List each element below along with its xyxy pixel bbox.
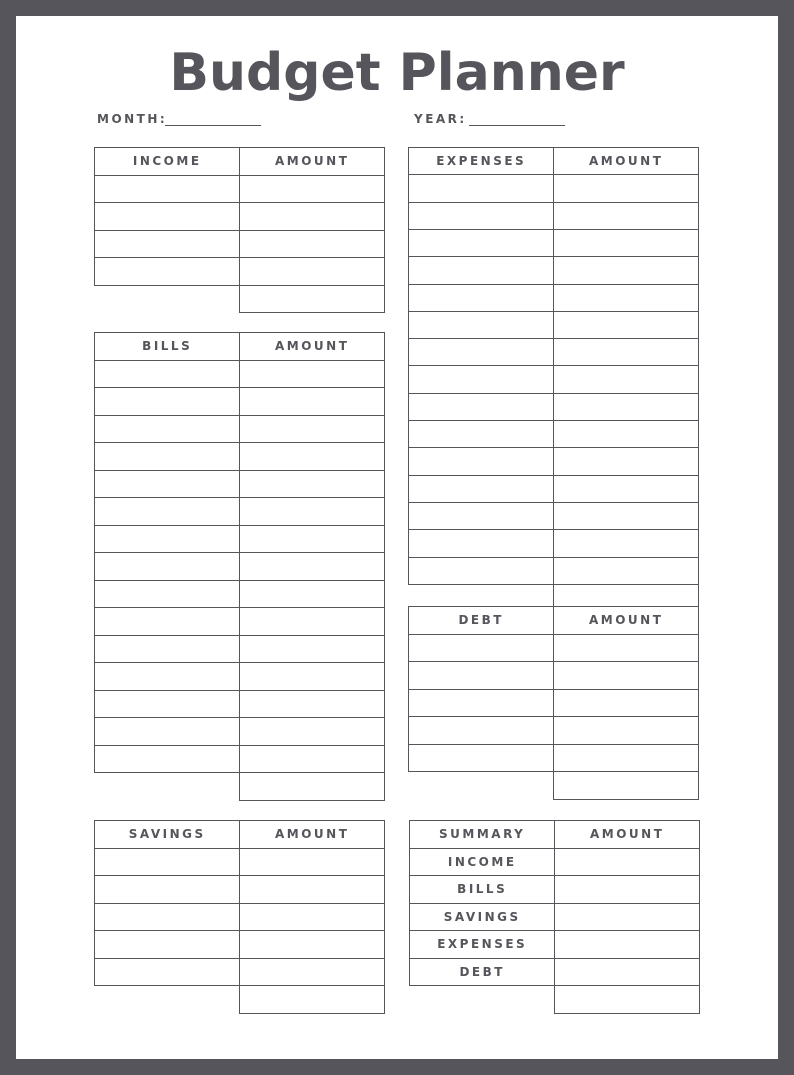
expenses-item-cell[interactable]: [408, 256, 554, 285]
expenses-amount-cell[interactable]: [553, 229, 699, 258]
month-field: [97, 110, 167, 128]
bills-item-cell[interactable]: [94, 360, 240, 389]
bills-amount-cell[interactable]: [239, 745, 385, 774]
summary-total-cell[interactable]: [554, 985, 700, 1014]
bills-item-cell[interactable]: [94, 717, 240, 746]
expenses-amount-cell[interactable]: [553, 311, 699, 340]
summary-row-label: [409, 903, 555, 932]
savings-amount-cell[interactable]: [239, 903, 385, 932]
expenses-item-cell[interactable]: [408, 311, 554, 340]
debt-header-label: [408, 606, 554, 635]
month-label: MONTH:: [97, 112, 168, 126]
summary-amount-header-text: AMOUNT: [589, 827, 665, 842]
bills-item-cell[interactable]: [94, 580, 240, 609]
bills-amount-cell[interactable]: [239, 525, 385, 554]
bills-amount-cell[interactable]: [239, 442, 385, 471]
bills-item-cell[interactable]: [94, 470, 240, 499]
expenses-item-cell[interactable]: [408, 475, 554, 504]
bills-item-cell[interactable]: [94, 415, 240, 444]
bills-item-cell[interactable]: [94, 662, 240, 691]
expenses-item-cell[interactable]: [408, 284, 554, 313]
income-amount-cell[interactable]: [239, 257, 385, 286]
savings-item-cell[interactable]: [94, 875, 240, 904]
bills-amount-cell[interactable]: [239, 717, 385, 746]
year-field: [414, 110, 467, 128]
debt-amount-cell[interactable]: [553, 689, 699, 718]
income-item-cell[interactable]: [94, 175, 240, 204]
summary-row-text: DEBT: [459, 964, 505, 979]
summary-amount-cell[interactable]: [554, 903, 700, 932]
savings-amount-cell[interactable]: [239, 958, 385, 987]
expenses-amount-cell[interactable]: [553, 420, 699, 449]
expenses-item-cell[interactable]: [408, 174, 554, 203]
debt-amount-cell[interactable]: [553, 744, 699, 773]
debt-header-text: DEBT: [458, 613, 504, 628]
summary-amount-cell[interactable]: [554, 875, 700, 904]
debt-item-cell[interactable]: [408, 716, 554, 745]
savings-header-label: [94, 820, 240, 849]
summary-header-text: SUMMARY: [439, 827, 526, 842]
savings-item-cell[interactable]: [94, 930, 240, 959]
income-item-cell[interactable]: [94, 230, 240, 259]
expenses-item-cell[interactable]: [408, 502, 554, 531]
savings-total-cell[interactable]: [239, 985, 385, 1014]
expenses-item-cell[interactable]: [408, 557, 554, 586]
page-title: Budget Planner: [169, 43, 625, 103]
expenses-item-cell[interactable]: [408, 529, 554, 558]
income-header-text: INCOME: [132, 154, 202, 169]
savings-amount-cell[interactable]: [239, 848, 385, 877]
bills-item-cell[interactable]: [94, 387, 240, 416]
expenses-header-text: EXPENSES: [436, 154, 527, 169]
bills-amount-cell[interactable]: [239, 607, 385, 636]
bills-amount-cell[interactable]: [239, 470, 385, 499]
expenses-amount-cell[interactable]: [553, 393, 699, 422]
bills-item-cell[interactable]: [94, 442, 240, 471]
bills-item-cell[interactable]: [94, 745, 240, 774]
summary-row-text: BILLS: [457, 882, 508, 897]
bills-item-cell[interactable]: [94, 607, 240, 636]
expenses-item-cell[interactable]: [408, 447, 554, 476]
expenses-amount-cell[interactable]: [553, 256, 699, 285]
expenses-item-cell[interactable]: [408, 229, 554, 258]
debt-total-cell[interactable]: [553, 771, 699, 800]
income-amount-cell[interactable]: [239, 230, 385, 259]
bills-amount-cell[interactable]: [239, 690, 385, 719]
bills-amount-cell[interactable]: [239, 497, 385, 526]
income-item-cell[interactable]: [94, 257, 240, 286]
bills-amount-cell[interactable]: [239, 552, 385, 581]
bills-header-label: [94, 332, 240, 361]
expenses-item-cell[interactable]: [408, 202, 554, 231]
bills-total-cell[interactable]: [239, 772, 385, 801]
bills-header-amount: [239, 332, 385, 361]
expenses-amount-cell[interactable]: [553, 557, 699, 586]
income-header-amount: [239, 147, 385, 176]
expenses-item-cell[interactable]: [408, 420, 554, 449]
summary-row-label: [409, 848, 555, 877]
savings-amount-cell[interactable]: [239, 930, 385, 959]
expenses-item-cell[interactable]: [408, 365, 554, 394]
expenses-amount-cell[interactable]: [553, 447, 699, 476]
savings-item-cell[interactable]: [94, 848, 240, 877]
debt-amount-header-text: AMOUNT: [588, 613, 664, 628]
debt-amount-cell[interactable]: [553, 716, 699, 745]
bills-item-cell[interactable]: [94, 690, 240, 719]
bills-item-cell[interactable]: [94, 525, 240, 554]
savings-amount-header-text: AMOUNT: [274, 827, 350, 842]
summary-row-text: SAVINGS: [443, 909, 521, 924]
expenses-amount-cell[interactable]: [553, 284, 699, 313]
savings-amount-cell[interactable]: [239, 875, 385, 904]
bills-item-cell[interactable]: [94, 552, 240, 581]
summary-row-label: [409, 958, 555, 987]
savings-item-cell[interactable]: [94, 903, 240, 932]
savings-header-amount: [239, 820, 385, 849]
expenses-amount-cell[interactable]: [553, 338, 699, 367]
expenses-amount-cell[interactable]: [553, 475, 699, 504]
income-header-label: [94, 147, 240, 176]
month-write-line[interactable]: [165, 125, 261, 126]
expenses-item-cell[interactable]: [408, 338, 554, 367]
bills-amount-cell[interactable]: [239, 662, 385, 691]
income-amount-cell[interactable]: [239, 202, 385, 231]
summary-row-label: [409, 930, 555, 959]
debt-amount-cell[interactable]: [553, 661, 699, 690]
expenses-amount-cell[interactable]: [553, 202, 699, 231]
debt-header-amount: [553, 606, 699, 635]
summary-row-text: EXPENSES: [437, 937, 528, 952]
year-write-line[interactable]: [469, 125, 565, 126]
debt-item-cell[interactable]: [408, 689, 554, 718]
bills-amount-cell[interactable]: [239, 360, 385, 389]
debt-amount-cell[interactable]: [553, 634, 699, 663]
expenses-amount-header-text: AMOUNT: [588, 154, 664, 169]
debt-item-cell[interactable]: [408, 744, 554, 773]
expenses-amount-cell[interactable]: [553, 174, 699, 203]
summary-header-amount: [554, 820, 700, 849]
debt-item-cell[interactable]: [408, 634, 554, 663]
bills-amount-header-text: AMOUNT: [274, 339, 350, 354]
expenses-amount-cell[interactable]: [553, 502, 699, 531]
summary-amount-cell[interactable]: [554, 930, 700, 959]
debt-item-cell[interactable]: [408, 661, 554, 690]
savings-item-cell[interactable]: [94, 958, 240, 987]
expenses-header-amount: [553, 147, 699, 176]
income-total-cell[interactable]: [239, 285, 385, 314]
bills-amount-cell[interactable]: [239, 580, 385, 609]
bills-item-cell[interactable]: [94, 635, 240, 664]
expenses-amount-cell[interactable]: [553, 365, 699, 394]
expenses-header-label: [408, 147, 554, 176]
income-amount-header-text: AMOUNT: [274, 154, 350, 169]
bills-header-text: BILLS: [142, 339, 193, 354]
bills-item-cell[interactable]: [94, 497, 240, 526]
bills-amount-cell[interactable]: [239, 635, 385, 664]
expenses-amount-cell[interactable]: [553, 529, 699, 558]
bills-amount-cell[interactable]: [239, 387, 385, 416]
income-amount-cell[interactable]: [239, 175, 385, 204]
summary-row-label: [409, 875, 555, 904]
expenses-item-cell[interactable]: [408, 393, 554, 422]
summary-row-text: INCOME: [447, 854, 517, 869]
savings-header-text: SAVINGS: [128, 827, 206, 842]
year-label: YEAR:: [414, 112, 467, 126]
summary-header-label: [409, 820, 555, 849]
bills-amount-cell[interactable]: [239, 415, 385, 444]
summary-amount-cell[interactable]: [554, 848, 700, 877]
income-item-cell[interactable]: [94, 202, 240, 231]
summary-amount-cell[interactable]: [554, 958, 700, 987]
